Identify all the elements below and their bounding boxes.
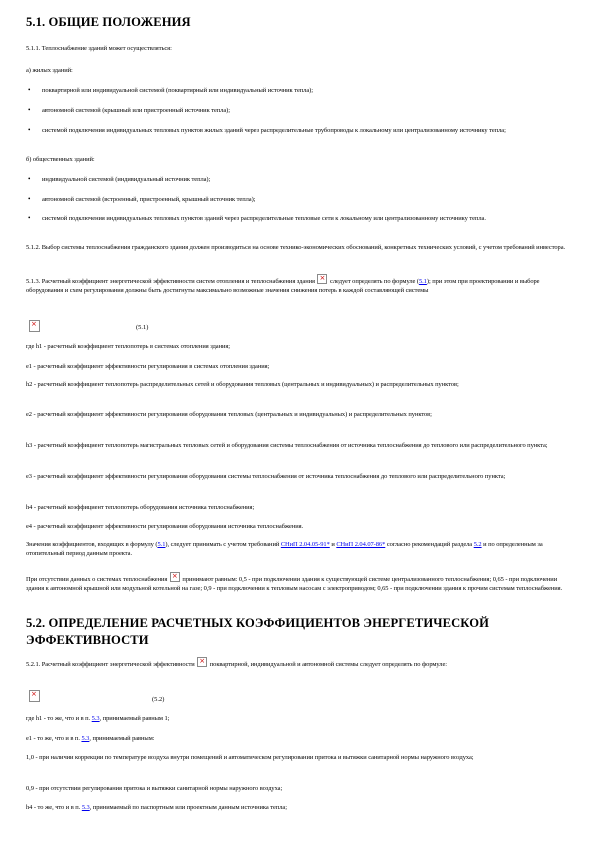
- list-item: • системой подключения индивидуальных тепловых пунктов жилых зданий через распределительные трубопроводы к локальному или централизованному источнику тепла;: [28, 126, 506, 134]
- bullet-icon: •: [28, 106, 31, 114]
- bullet-icon: •: [28, 175, 31, 183]
- definition-line: 1,0 - при наличии коррекции по температуре воздуха внутри помещений и автоматическом регулировании притока и вытяжки санитарной нормы наружного воздуха;: [26, 754, 474, 761]
- list-item: • автономной системой (встроенный, пристроенный, крышный источник тепла);: [28, 195, 256, 203]
- broken-image-icon: [29, 320, 40, 332]
- clause-link-5-3[interactable]: 5.3: [91, 715, 100, 722]
- formula-link-5-1[interactable]: 5.1: [157, 541, 166, 548]
- definition-line: h4 - расчетный коэффициент теплопотерь оборудования источника теплоснабжения;: [26, 504, 255, 511]
- formula-link-5-1[interactable]: 5.1: [418, 278, 427, 285]
- snip-2-04-05-link[interactable]: СНиП 2.04.05-91*: [280, 541, 330, 548]
- definition-line: e2 - расчетный коэффициент эффективности регулирования оборудования тепловых (центральных и индивидуальных) и распределительных пунктов;: [26, 411, 432, 418]
- broken-image-icon: [29, 690, 40, 702]
- bullet-icon: •: [28, 195, 31, 203]
- formula-number: (5.1): [136, 324, 149, 331]
- list-label-b: б) общественных зданий:: [26, 156, 95, 163]
- list-item: • поквартирной или индивидуальной системой (поквартирный или индивидуальный источник тепла);: [28, 86, 313, 94]
- definition-line: h4 - то же, что и в п. 5.3, принимаемый по паспортным или проектным данным источника тепла;: [26, 804, 287, 811]
- definition-line: e4 - расчетный коэффициент эффективности регулирования оборудования источника теплоснабжения.: [26, 523, 304, 530]
- definition-line: e1 - то же, что и в п. 5.3, принимаемый равным:: [26, 735, 155, 742]
- section-link-5-2[interactable]: 5.2: [473, 541, 482, 548]
- bullet-icon: •: [28, 126, 31, 134]
- list-item: • автономной системой (крышный или пристроенный источник тепла);: [28, 106, 230, 114]
- definition-line: где h1 - то же, что и в п. 5.3, принимаемый равным 1;: [26, 715, 170, 722]
- section-title-5-1: 5.1. ОБЩИЕ ПОЛОЖЕНИЯ: [26, 15, 191, 29]
- list-item: • системой подключения индивидуальных тепловых пунктов зданий через распределительные тепловые сети к локальному или централизованному источнику тепла.: [28, 214, 486, 222]
- clause-link-5-3[interactable]: 5.3: [81, 804, 90, 811]
- formula-5-1: [26, 320, 574, 334]
- list-item: • индивидуальной системой (индивидуальный источник тепла);: [28, 175, 211, 183]
- paragraph-5-2-1: 5.2.1. Расчетный коэффициент энергетической эффективности × поквартирной, индивидуальной и автономной системы следует определять по формуле:: [26, 657, 574, 669]
- paragraph-absent-data: При отсутствии данных о системах теплоснабжения × принимают равным: 0,5 - при подключении здания к существующей системе централизованного теплоснабжения; 0,65 - при подключении здания к автономной крышной или модульной котельной на газе; 0,9 - при подключении к тепловым насосам с электроприводом; 0,65 - при подключении здания к прочим системам теплоснабжения.: [26, 572, 574, 594]
- formula-number: (5.2): [152, 696, 165, 703]
- definition-line: 0,9 - при отсутствии регулирования притока и вытяжки санитарной нормы наружного воздуха;: [26, 785, 283, 792]
- paragraph-5-1-2: 5.1.2. Выбор системы теплоснабжения гражданского здания должен производиться на основе технико-экономических обоснований, конкретных технических условий, с учетом требований инвестора.: [26, 244, 566, 251]
- definition-line: h2 - расчетный коэффициент теплопотерь распределительных сетей и оборудования тепловых (центральных и индивидуальных) и распределительных пунктов;: [26, 381, 459, 388]
- section-title-5-2: 5.2. ОПРЕДЕЛЕНИЕ РАСЧЕТНЫХ КОЭФФИЦИЕНТОВ ЭНЕРГЕТИЧЕСКОЙ ЭФФЕКТИВНОСТИ: [26, 616, 490, 647]
- paragraph-5-1-1: 5.1.1. Теплоснабжение зданий может осуществляться:: [26, 45, 172, 52]
- definition-line: e1 - расчетный коэффициент эффективности регулирования в системах отопления здания;: [26, 363, 270, 370]
- clause-link-5-3[interactable]: 5.3: [81, 735, 90, 742]
- broken-image-icon: [197, 657, 207, 667]
- definition-line: h3 - расчетный коэффициент теплопотерь магистральных тепловых сетей и оборудования системы теплоснабжения от источника теплоснабжения до теплового или распределительного пункта;: [26, 442, 548, 449]
- list-label-a: а) жилых зданий:: [26, 67, 73, 74]
- definition-line: где h1 - расчетный коэффициент теплопотерь в системах отопления здания;: [26, 343, 231, 350]
- definition-line: e3 - расчетный коэффициент эффективности регулирования оборудования системы теплоснабжения от источника теплоснабжения до теплового или распределительного пункта;: [26, 473, 506, 480]
- paragraph-values: Значения коэффициентов, входящих в формулу (5.1), следует принимать с учетом требований СНиП 2.04.05-91* и СНиП 2.04.07-86* согласно рекомендаций раздела 5.2 и по определенным за отопительный период данным проекта.: [26, 541, 543, 558]
- bullet-icon: •: [28, 214, 31, 222]
- paragraph-5-1-3: 5.1.3. Расчетный коэффициент энергетической эффективности систем отопления и теплоснабжения здания × следует определять по формуле (5.1); при этом при проектировании и выборе оборудования и схем регулирования должны быть достигнуты максимально возможные значения снижения потерь в каждой составляющей системы: [26, 274, 574, 296]
- bullet-icon: •: [28, 86, 31, 94]
- broken-image-icon: [317, 274, 327, 284]
- snip-2-04-07-link[interactable]: СНиП 2.04.07-86*: [336, 541, 386, 548]
- broken-image-icon: [170, 572, 180, 582]
- formula-5-2: [26, 690, 574, 704]
